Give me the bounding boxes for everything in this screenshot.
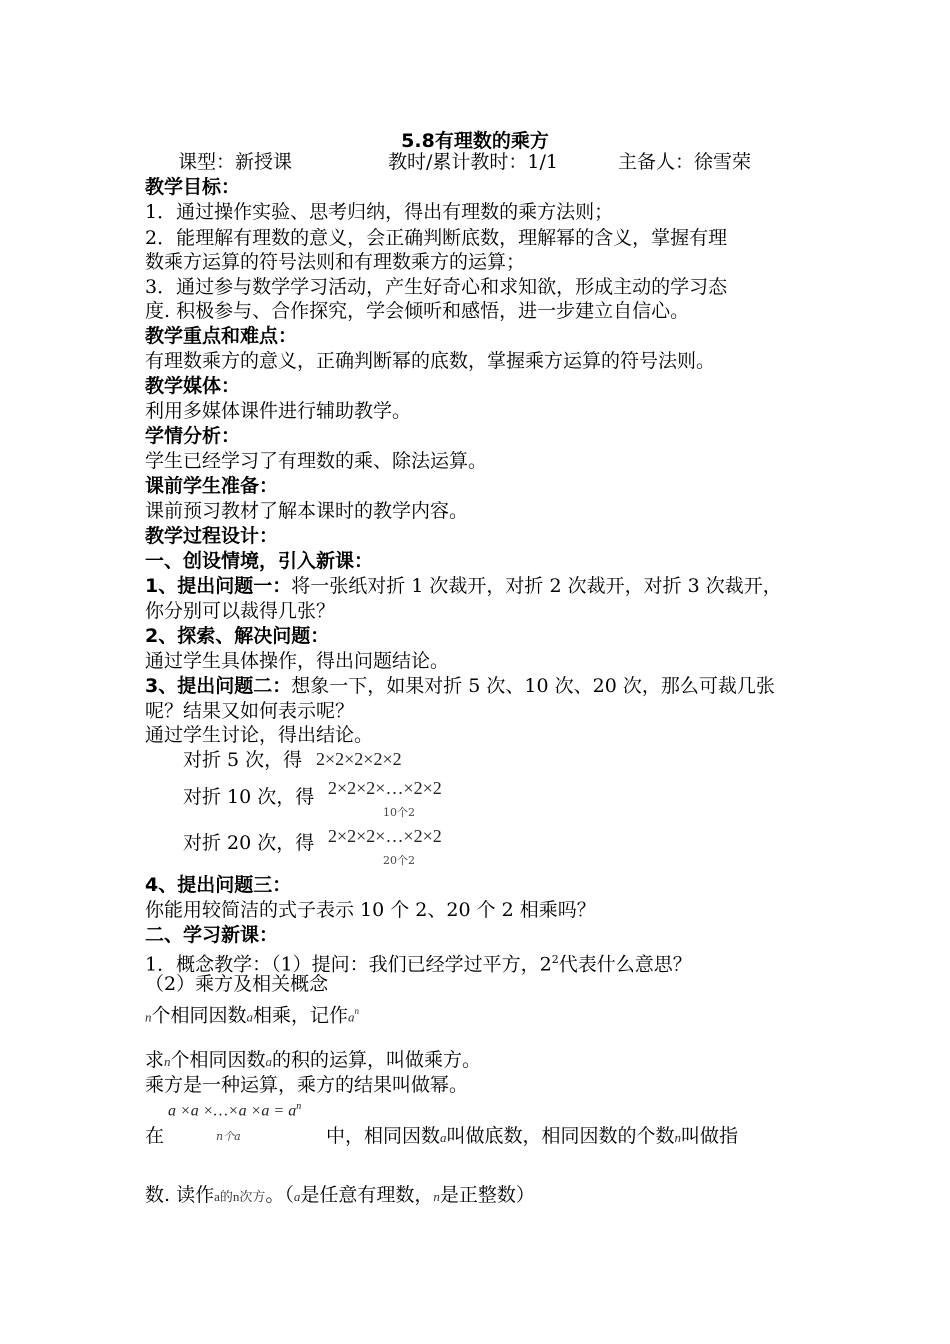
lesson-type: 课型：新授课 [178, 151, 293, 173]
base-exponent-text: 中，相同因数a叫做底数，相同因数的个数n叫做指 [326, 1125, 739, 1147]
question-4-label: 4、提出问题三： [145, 874, 292, 896]
key-text: 有理数乘方的意义，正确判断幂的底数，掌握乘方运算的符号法则。 [145, 350, 716, 372]
product-underbrace: n个a [216, 1130, 241, 1143]
goal-2b: 数乘方运算的符号法则和有理数乘方的运算； [145, 251, 526, 273]
lesson-preparer: 主备人：徐雪荣 [618, 151, 752, 173]
prep-heading: 课前学生准备： [145, 475, 279, 497]
analysis-heading: 学情分析： [145, 425, 241, 447]
goal-3b: 度. 积极参与、合作探究，学会倾听和感悟，进一步建立自信心。 [145, 300, 690, 322]
analysis-text: 学生已经学习了有理数的乘、除法运算。 [145, 450, 488, 472]
fold-20-underbrace: 20个2 [383, 854, 415, 867]
part1-heading: 一、创设情境，引入新课： [145, 550, 374, 572]
fold-20-expression: 2×2×2×…×2×2 [328, 826, 442, 846]
definition-1: n个相同因数a相乘，记作$a^n$ [145, 1004, 360, 1027]
question-3-label: 3、提出问题二： [145, 675, 292, 697]
question-1-label: 1、提出问题一： [145, 575, 292, 597]
fold-10-underbrace: 10个2 [383, 806, 415, 819]
question-1-text: 将一张纸对折 1 次裁开，对折 2 次裁开，对折 3 次裁开， [291, 575, 782, 597]
goals-heading: 教学目标： [145, 176, 241, 198]
lesson-hours: 教时/累计教时：1/1 [388, 151, 558, 173]
fold-10-expression: 2×2×2×…×2×2 [328, 778, 442, 798]
question-1-cont: 你分别可以裁得几张？ [145, 600, 336, 622]
question-2-label: 2、探索、解决问题： [145, 625, 330, 647]
question-2-text: 通过学生具体操作，得出问题结论。 [145, 650, 450, 672]
goal-3a: 3．通过参与数学学习活动，产生好奇心和求知欲，形成主动的学习态 [145, 276, 728, 298]
media-heading: 教学媒体： [145, 375, 241, 397]
goal-2a: 2．能理解有理数的意义，会正确判断底数，理解幂的含义，掌握有理 [145, 227, 728, 249]
question-4-text: 你能用较简洁的式子表示 10 个 2、20 个 2 相乘吗？ [145, 899, 596, 921]
fold-10-label: 对折 10 次，得 [183, 786, 315, 808]
question-3-cont: 呢？结果又如何表示呢？ [145, 700, 355, 722]
product-expression: a ×a ×…×a $\times a = a^n$ [168, 1101, 302, 1120]
question-3 [145, 674, 775, 698]
fold-5-label: 对折 5 次，得 [183, 749, 303, 771]
question-3-conclusion: 通过学生讨论，得出结论。 [145, 724, 374, 746]
part2-heading: 二、学习新课： [145, 924, 279, 946]
key-heading: 教学重点和难点： [145, 325, 298, 347]
reading-line: 数. 读作a的n次方。（a是任意有理数，n是正整数） [145, 1184, 535, 1206]
question-3-text: 想象一下，如果对折 5 次、10 次、20 次，那么可裁几张 [291, 675, 775, 697]
question-1 [145, 574, 782, 598]
page-title: 5.8有理数的乘方 [401, 130, 549, 152]
media-text: 利用多媒体课件进行辅助教学。 [145, 400, 412, 422]
process-heading: 教学过程设计： [145, 525, 279, 547]
definition-2: 求n个相同因数a的积的运算，叫做乘方。 [145, 1049, 482, 1071]
in-label: 在 [145, 1125, 165, 1147]
definition-3: 乘方是一种运算，乘方的结果叫做幂。 [145, 1074, 469, 1096]
goal-1: 1．通过操作实验、思考归纳，得出有理数的乘方法则； [145, 201, 614, 223]
concept-1: 1．概念教学：（1）提问：我们已经学过平方，$2^2$代表什么意思？ [145, 953, 692, 976]
prep-text: 课前预习教材了解本课时的教学内容。 [145, 500, 469, 522]
concept-2: （2）乘方及相关概念 [145, 973, 329, 995]
fold-5-expression: 2×2×2×2×2 [316, 749, 402, 769]
fold-20-label: 对折 20 次，得 [183, 832, 315, 854]
